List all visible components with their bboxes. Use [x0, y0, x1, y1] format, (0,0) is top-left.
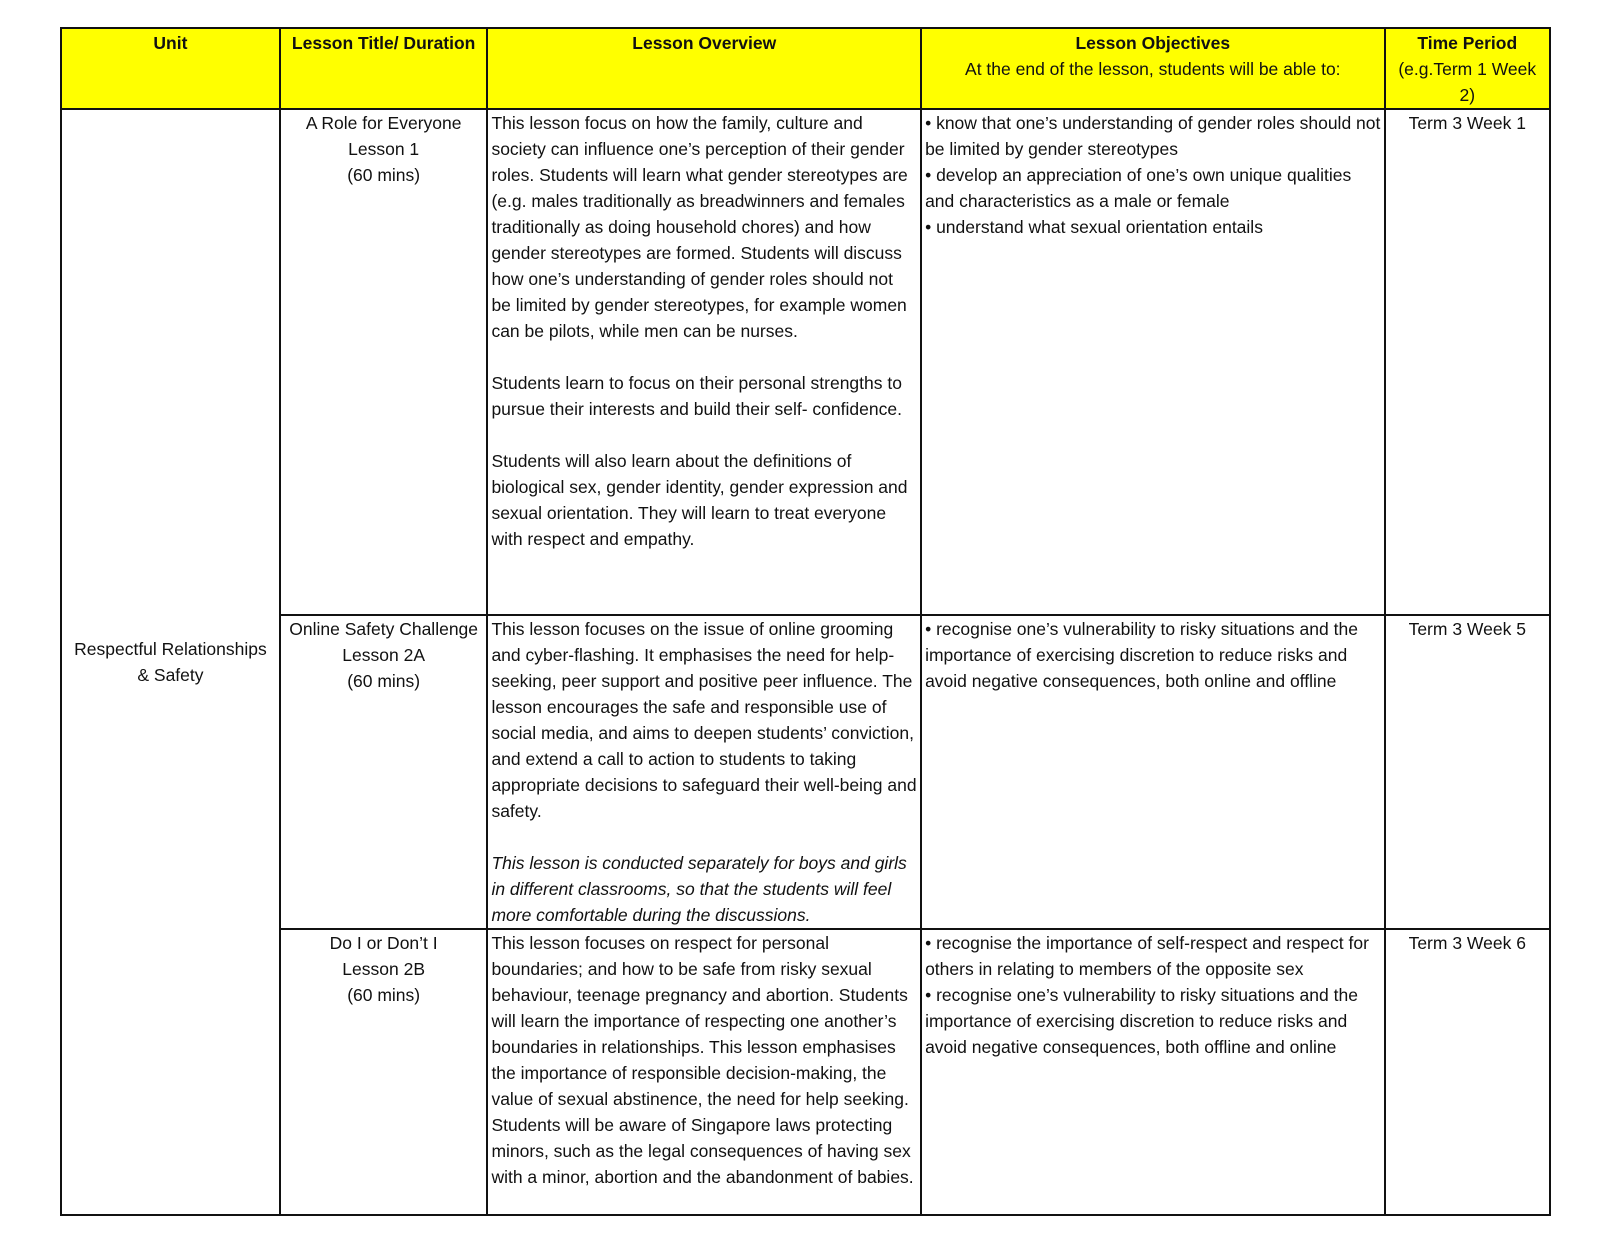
- header-lesson-objectives: [921, 28, 1384, 109]
- lesson-title-cell: [280, 929, 488, 1215]
- time-period-value: Term 3 Week 1: [1408, 113, 1526, 133]
- lesson-title: Online Safety Challenge: [289, 619, 479, 639]
- header-lesson-title-label: Lesson Title/ Duration: [291, 33, 476, 53]
- header-lesson-objectives-sublabel: At the end of the lesson, students will be able to:: [965, 59, 1341, 79]
- lesson-overview-cell: [487, 109, 921, 615]
- header-unit-label: Unit: [153, 33, 188, 53]
- objective-item: • understand what sexual orientation entails: [925, 217, 1263, 237]
- lesson-title: A Role for Everyone: [305, 113, 462, 133]
- lesson-number: Lesson 2A: [342, 645, 425, 665]
- header-lesson-overview: [487, 28, 921, 109]
- overview-note: This lesson is conducted separately for boys and girls in different classrooms, so that the students will feel more comfortable during the discussions.: [491, 853, 907, 925]
- header-time-period-label: Time Period: [1417, 33, 1518, 53]
- overview-paragraph: This lesson focus on how the family, culture and society can influence one’s perception of their gender roles. Students will learn what gender stereotypes are (e.g. males traditionally as breadwinners and females traditionally as doing household chores) and how gender stereotypes are formed. Students will discuss how one’s understanding of gender roles should not be limited by gender stereotypes, for example women can be pilots, while men can be nurses.: [491, 113, 908, 341]
- objective-item: • recognise one’s vulnerability to risky situations and the importance of exercising discretion to reduce risks and avoid negative consequences, both online and offline: [925, 619, 1358, 691]
- lesson-duration: (60 mins): [347, 671, 421, 691]
- unit-name-line: & Safety: [137, 665, 204, 685]
- header-lesson-objectives-label: Lesson Objectives: [1075, 33, 1231, 53]
- overview-paragraph: This lesson focuses on respect for personal boundaries; and how to be safe from risky sexual behaviour, teenage pregnancy and abortion. Students will learn the importance of respecting one another’s boundaries in relationships. This lesson emphasises the importance of responsible decision-making, the value of sexual abstinence, the need for help seeking. Students will be aware of Singapore laws protecting minors, such as the legal consequences of having sex with a minor, abortion and the abandonment of babies.: [491, 933, 914, 1187]
- lesson-number: Lesson 2B: [342, 959, 425, 979]
- lesson-objectives-cell: [921, 929, 1384, 1215]
- overview-paragraph: This lesson focuses on the issue of online grooming and cyber-flashing. It emphasises the need for help-seeking, peer support and positive peer influence. The lesson encourages the safe and responsible use of social media, and aims to deepen students’ conviction, and extend a call to action to students to taking appropriate decisions to safeguard their well-being and safety.: [491, 619, 917, 821]
- lesson-duration: (60 mins): [347, 165, 421, 185]
- lesson-overview-cell: [487, 929, 921, 1215]
- unit-cell: [61, 109, 280, 1215]
- lesson-objectives-cell: [921, 615, 1384, 929]
- lesson-plan-table: [60, 27, 1551, 1216]
- lesson-objectives-cell: [921, 109, 1384, 615]
- table-row: [61, 109, 1550, 615]
- header-row: [61, 28, 1550, 109]
- time-period-cell: [1385, 615, 1550, 929]
- objective-item: • develop an appreciation of one’s own unique qualities and characteristics as a male or female: [925, 165, 1352, 211]
- overview-paragraph: Students will also learn about the definitions of biological sex, gender identity, gender expression and sexual orientation. They will learn to treat everyone with respect and empathy.: [491, 451, 908, 549]
- lesson-overview-cell: [487, 615, 921, 929]
- objective-item: • recognise the importance of self-respect and respect for others in relating to members of the opposite sex: [925, 933, 1369, 979]
- header-unit: [61, 28, 280, 109]
- header-lesson-overview-label: Lesson Overview: [632, 33, 777, 53]
- time-period-cell: [1385, 929, 1550, 1215]
- table-row: [61, 929, 1550, 1215]
- lesson-number: Lesson 1: [348, 139, 420, 159]
- header-lesson-title: [280, 28, 488, 109]
- objective-item: • know that one’s understanding of gender roles should not be limited by gender stereotypes: [925, 113, 1381, 159]
- objective-item: • recognise one’s vulnerability to risky situations and the importance of exercising discretion to reduce risks and avoid negative consequences, both offline and online: [925, 985, 1358, 1057]
- header-time-period-sublabel: (e.g.Term 1 Week 2): [1398, 59, 1537, 105]
- lesson-title-cell: [280, 615, 488, 929]
- table-row: [61, 615, 1550, 929]
- header-time-period: [1385, 28, 1550, 109]
- time-period-value: Term 3 Week 6: [1408, 933, 1526, 953]
- lesson-duration: (60 mins): [347, 985, 421, 1005]
- time-period-cell: [1385, 109, 1550, 615]
- lesson-title-cell: [280, 109, 488, 615]
- time-period-value: Term 3 Week 5: [1408, 619, 1526, 639]
- lesson-title: Do I or Don’t I: [329, 933, 438, 953]
- unit-name-line: Respectful Relationships: [74, 639, 267, 659]
- overview-paragraph: Students learn to focus on their personal strengths to pursue their interests and build their self- confidence.: [491, 373, 902, 419]
